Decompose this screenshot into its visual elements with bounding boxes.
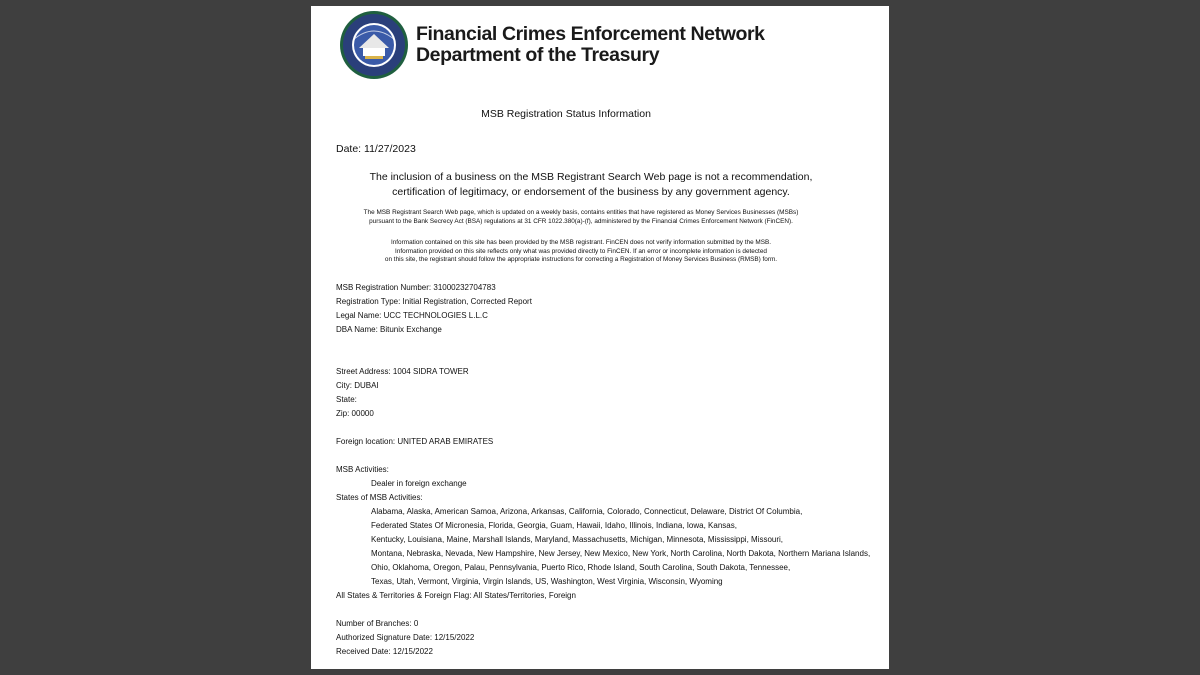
states-line: Ohio, Oklahoma, Oregon, Palau, Pennsylvania, Puerto Rico, Rhode Island, South Carolina, South Dakota, Tennessee, <box>371 563 791 572</box>
agency-name <box>416 24 765 66</box>
verification-note <box>321 239 841 265</box>
city: City: DUBAI <box>336 381 379 390</box>
document-title: MSB Registration Status Information <box>481 108 651 120</box>
dba-name: DBA Name: Bitunix Exchange <box>336 325 442 334</box>
disclaimer-line: certification of legitimacy, or endorsement of the business by any government agency. <box>392 185 790 198</box>
territories-flag: All States & Territories & Foreign Flag: All States/Territories, Foreign <box>336 591 576 600</box>
note-line: pursuant to the Bank Secrecy Act (BSA) regulations at 31 CFR 1022.380(a)-(f), administered by the Financial Crimes Enforcement Network (FinCEN). <box>369 217 793 225</box>
msb-activity: Dealer in foreign exchange <box>371 479 467 488</box>
legal-name: Legal Name: UCC TECHNOLOGIES L.L.C <box>336 311 488 320</box>
received-date: Received Date: 12/15/2022 <box>336 647 433 656</box>
signature-date: Authorized Signature Date: 12/15/2022 <box>336 633 475 642</box>
registration-number: MSB Registration Number: 31000232704783 <box>336 283 496 292</box>
states-line: Kentucky, Louisiana, Maine, Marshall Islands, Maryland, Massachusetts, Michigan, Minnesota, Mississippi, Missouri, <box>371 535 784 544</box>
states-label: States of MSB Activities: <box>336 493 423 502</box>
agency-name-line1: Financial Crimes Enforcement Network <box>416 23 765 45</box>
foreign-location: Foreign location: UNITED ARAB EMIRATES <box>336 437 494 446</box>
treasury-seal-icon <box>339 10 409 80</box>
agency-name-line2: Department of the Treasury <box>416 44 660 66</box>
states-line: Texas, Utah, Vermont, Virginia, Virgin Islands, US, Washington, West Virginia, Wisconsin, Wyoming <box>371 577 723 586</box>
msb-activities-label: MSB Activities: <box>336 465 389 474</box>
document-page <box>311 6 889 669</box>
note-line: on this site, the registrant should follow the appropriate instructions for correcting a Registration of Money Services Business (RMSB) form. <box>384 256 778 264</box>
note-line: Information provided on this site reflects only what was provided directly to FinCEN. If an error or incomplete information is detected <box>395 247 767 255</box>
zip: Zip: 00000 <box>336 409 374 418</box>
street-address: Street Address: 1004 SIDRA TOWER <box>336 367 469 376</box>
states-line: Federated States Of Micronesia, Florida, Georgia, Guam, Hawaii, Idaho, Illinois, Indiana, Iowa, Kansas, <box>371 521 737 530</box>
registration-type: Registration Type: Initial Registration, Corrected Report <box>336 297 532 306</box>
registry-note <box>321 209 841 226</box>
states-line: Alabama, Alaska, American Samoa, Arizona, Arkansas, California, Colorado, Connecticut, Delaware, District Of Columbia, <box>371 507 803 516</box>
number-of-branches: Number of Branches: 0 <box>336 619 419 628</box>
state: State: <box>336 395 357 404</box>
disclaimer-line: The inclusion of a business on the MSB Registrant Search Web page is not a recommendation, <box>369 171 813 183</box>
disclaimer <box>321 170 861 199</box>
document-date: Date: 11/27/2023 <box>336 143 416 155</box>
states-line: Montana, Nebraska, Nevada, New Hampshire, New Jersey, New Mexico, New York, North Carolina, North Dakota, Northern Mariana Islands, <box>371 549 871 558</box>
note-line: The MSB Registrant Search Web page, which is updated on a weekly basis, contains entities that have registered as Money Services Businesses (MSBs) <box>363 209 799 216</box>
note-line: Information contained on this site has been provided by the MSB registrant. FinCEN does not verify information submitted by the MSB. <box>390 239 772 246</box>
